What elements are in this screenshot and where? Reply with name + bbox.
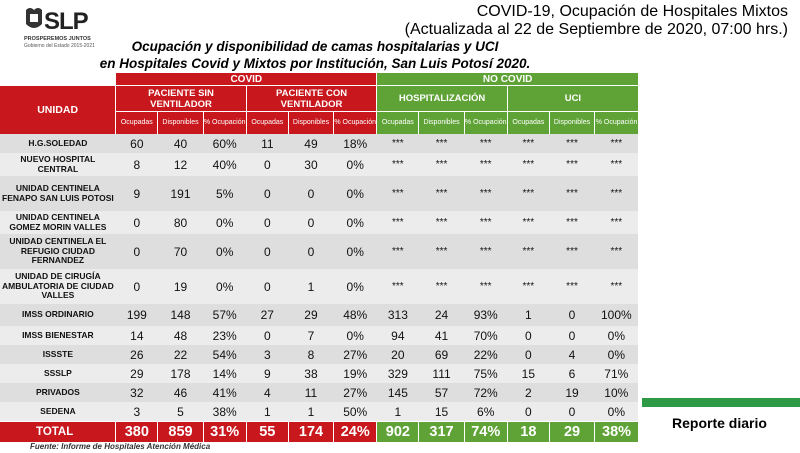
unidad-header: UNIDAD [0, 86, 116, 135]
row-value-cell: *** [419, 176, 464, 211]
logo-caption: Gobierno del Estado 2015-2021 [24, 43, 95, 49]
row-value-cell: 0 [288, 234, 333, 269]
row-value-cell: 148 [158, 304, 203, 326]
row-unit-name: SEDENA [0, 402, 116, 422]
nocovid-header: NO COVID [377, 73, 638, 86]
subheader-pct: % Ocupación [464, 112, 507, 135]
row-value-cell: 23% [203, 326, 246, 345]
row-value-cell: 11 [246, 134, 288, 153]
row-value-cell: 0% [334, 269, 377, 304]
row-value-cell: *** [507, 176, 549, 211]
row-value-cell: 94 [377, 326, 419, 345]
row-value-cell: 93% [464, 304, 507, 326]
row-value-cell: *** [464, 269, 507, 304]
row-value-cell: 0 [246, 211, 288, 234]
row-value-cell: 0 [246, 176, 288, 211]
row-value-cell: *** [549, 234, 594, 269]
row-value-cell: 27% [334, 345, 377, 364]
row-value-cell: 9 [246, 364, 288, 383]
row-value-cell: *** [377, 134, 419, 153]
row-value-cell: 46 [158, 383, 203, 402]
row-value-cell: 75% [464, 364, 507, 383]
row-value-cell: *** [507, 211, 549, 234]
row-value-cell: 49 [288, 134, 333, 153]
row-unit-name: UNIDAD CENTINELA FENAPO SAN LUIS POTOSI [0, 176, 116, 211]
table-row [0, 134, 638, 153]
subheader-ocupadas: Ocupadas [246, 112, 288, 135]
subheader-pct: % Ocupación [334, 112, 377, 135]
total-value-cell: 38% [595, 422, 638, 443]
row-value-cell: *** [507, 269, 549, 304]
row-value-cell: 19% [334, 364, 377, 383]
total-value-cell: 18 [507, 422, 549, 443]
row-value-cell: 0% [334, 326, 377, 345]
row-value-cell: 0% [595, 402, 638, 422]
row-value-cell: 60% [203, 134, 246, 153]
total-value-cell: 55 [246, 422, 288, 443]
row-value-cell: 111 [419, 364, 464, 383]
row-value-cell: *** [549, 153, 594, 176]
row-value-cell: 0% [203, 269, 246, 304]
row-value-cell: 27 [246, 304, 288, 326]
row-value-cell: 14 [116, 326, 158, 345]
row-value-cell: 0 [116, 211, 158, 234]
row-value-cell: 24 [419, 304, 464, 326]
subheader-disponibles: Disponibles [549, 112, 594, 135]
row-value-cell: 69 [419, 345, 464, 364]
row-value-cell: *** [464, 234, 507, 269]
row-value-cell: 15 [419, 402, 464, 422]
header-spacer [0, 73, 116, 86]
row-unit-name: UNIDAD CENTINELA EL REFUGIO CIUDAD FERNANDEZ [0, 234, 116, 269]
row-value-cell: 2 [507, 383, 549, 402]
hospitalizacion-header: HOSPITALIZACIÓN [377, 86, 507, 112]
row-value-cell: 0 [549, 402, 594, 422]
row-value-cell: *** [595, 234, 638, 269]
subheader-disponibles: Disponibles [288, 112, 333, 135]
row-value-cell: 38 [288, 364, 333, 383]
table-row [0, 304, 638, 326]
subtitle-line-1: Ocupación y disponibilidad de camas hospitalarias y UCI [131, 39, 499, 54]
row-value-cell: *** [549, 269, 594, 304]
row-value-cell: 12 [158, 153, 203, 176]
row-value-cell: 27% [334, 383, 377, 402]
row-value-cell: 0 [246, 269, 288, 304]
row-value-cell: *** [419, 269, 464, 304]
row-value-cell: 0 [246, 153, 288, 176]
total-value-cell: 380 [116, 422, 158, 443]
subheader-pct: % Ocupación [595, 112, 638, 135]
occupancy-table [0, 73, 638, 442]
total-value-cell: 174 [288, 422, 333, 443]
row-value-cell: 3 [116, 402, 158, 422]
total-row [0, 422, 638, 443]
row-value-cell: 1 [507, 304, 549, 326]
row-value-cell: 30 [288, 153, 333, 176]
total-value-cell: 74% [464, 422, 507, 443]
total-value-cell: 29 [549, 422, 594, 443]
row-value-cell: 40 [158, 134, 203, 153]
row-value-cell: 8 [288, 345, 333, 364]
subheader-disponibles: Disponibles [419, 112, 464, 135]
row-value-cell: 0 [549, 304, 594, 326]
subtitle-line-2: en Hospitales Covid y Mixtos por Institución, San Luis Potosí 2020. [99, 56, 531, 71]
row-value-cell: 50% [334, 402, 377, 422]
row-value-cell: 7 [288, 326, 333, 345]
row-value-cell: 313 [377, 304, 419, 326]
row-value-cell: *** [507, 134, 549, 153]
row-value-cell: 22% [464, 345, 507, 364]
source-note: Fuente: Informe de Hospitales Atención Médica [30, 442, 211, 451]
row-value-cell: *** [377, 153, 419, 176]
logo-text: SLP [44, 8, 88, 35]
row-value-cell: 48 [158, 326, 203, 345]
row-value-cell: 19 [158, 269, 203, 304]
row-value-cell: *** [464, 211, 507, 234]
total-label: TOTAL [0, 422, 116, 443]
row-value-cell: *** [507, 234, 549, 269]
row-value-cell: 199 [116, 304, 158, 326]
row-value-cell: 38% [203, 402, 246, 422]
row-value-cell: 29 [116, 364, 158, 383]
row-value-cell: *** [419, 153, 464, 176]
row-value-cell: 0% [595, 345, 638, 364]
row-value-cell: 41 [419, 326, 464, 345]
row-value-cell: 0 [507, 326, 549, 345]
row-value-cell: 0 [507, 345, 549, 364]
table-row [0, 153, 638, 176]
row-value-cell: 54% [203, 345, 246, 364]
total-value-cell: 31% [203, 422, 246, 443]
row-value-cell: 6% [464, 402, 507, 422]
table-row [0, 234, 638, 269]
row-value-cell: 0% [334, 211, 377, 234]
total-value-cell: 902 [377, 422, 419, 443]
row-value-cell: 41% [203, 383, 246, 402]
row-value-cell: 0% [203, 211, 246, 234]
subheader-pct: % Ocupación [203, 112, 246, 135]
total-value-cell: 24% [334, 422, 377, 443]
row-value-cell: 0 [549, 326, 594, 345]
row-value-cell: 22 [158, 345, 203, 364]
row-value-cell: 5% [203, 176, 246, 211]
row-value-cell: 20 [377, 345, 419, 364]
subheader-ocupadas: Ocupadas [507, 112, 549, 135]
table-row [0, 402, 638, 422]
row-value-cell: *** [595, 153, 638, 176]
row-value-cell: *** [377, 269, 419, 304]
row-unit-name: UNIDAD CENTINELA GOMEZ MORIN VALLES [0, 211, 116, 234]
row-value-cell: 3 [246, 345, 288, 364]
subheader-disponibles: Disponibles [158, 112, 203, 135]
row-value-cell: *** [595, 134, 638, 153]
row-value-cell: *** [507, 153, 549, 176]
row-value-cell: *** [419, 134, 464, 153]
row-value-cell: 0 [116, 269, 158, 304]
uci-header: UCI [507, 86, 638, 112]
row-value-cell: 71% [595, 364, 638, 383]
row-value-cell: *** [419, 234, 464, 269]
row-value-cell: *** [464, 176, 507, 211]
green-accent-bar [642, 398, 800, 407]
row-unit-name: IMSS BIENESTAR [0, 326, 116, 345]
row-unit-name: H.G.SOLEDAD [0, 134, 116, 153]
row-value-cell: *** [377, 234, 419, 269]
page-title [405, 3, 788, 39]
row-value-cell: 191 [158, 176, 203, 211]
row-unit-name: UNIDAD DE CIRUGÍA AMBULATORIA DE CIUDAD VALLES [0, 269, 116, 304]
row-value-cell: 4 [549, 345, 594, 364]
row-value-cell: 100% [595, 304, 638, 326]
row-value-cell: *** [549, 134, 594, 153]
row-value-cell: *** [549, 211, 594, 234]
logo-slogan: PROSPEREMOS JUNTOS [24, 36, 91, 42]
row-unit-name: ISSSTE [0, 345, 116, 364]
row-value-cell: 57% [203, 304, 246, 326]
row-unit-name: SSSLP [0, 364, 116, 383]
title-line-2: (Actualizada al 22 de Septiembre de 2020, 07:00 hrs.) [404, 21, 788, 38]
table-row [0, 364, 638, 383]
row-value-cell: 0 [288, 176, 333, 211]
row-value-cell: 70% [464, 326, 507, 345]
row-value-cell: *** [595, 211, 638, 234]
row-value-cell: *** [464, 134, 507, 153]
row-value-cell: 5 [158, 402, 203, 422]
row-value-cell: 4 [246, 383, 288, 402]
row-value-cell: 329 [377, 364, 419, 383]
row-value-cell: 32 [116, 383, 158, 402]
row-value-cell: 26 [116, 345, 158, 364]
row-value-cell: *** [595, 176, 638, 211]
row-value-cell: *** [419, 211, 464, 234]
row-value-cell: 0 [246, 234, 288, 269]
row-value-cell: *** [377, 211, 419, 234]
row-value-cell: 0% [203, 234, 246, 269]
row-value-cell: 1 [288, 402, 333, 422]
subheader-ocupadas: Ocupadas [116, 112, 158, 135]
row-value-cell: 145 [377, 383, 419, 402]
row-unit-name: PRIVADOS [0, 383, 116, 402]
row-value-cell: 19 [549, 383, 594, 402]
row-value-cell: 0 [246, 326, 288, 345]
row-value-cell: 11 [288, 383, 333, 402]
row-value-cell: 0 [507, 402, 549, 422]
sin-ventilador-header: PACIENTE SIN VENTILADOR [116, 86, 246, 112]
row-value-cell: 10% [595, 383, 638, 402]
row-value-cell: 6 [549, 364, 594, 383]
table-row [0, 211, 638, 234]
row-value-cell: 14% [203, 364, 246, 383]
row-value-cell: 1 [246, 402, 288, 422]
row-value-cell: 0% [595, 326, 638, 345]
covid-header: COVID [116, 73, 377, 86]
row-value-cell: 0 [288, 211, 333, 234]
row-value-cell: 9 [116, 176, 158, 211]
row-value-cell: 57 [419, 383, 464, 402]
table-subtitle [0, 38, 630, 72]
row-value-cell: 0 [116, 234, 158, 269]
row-value-cell: 0% [334, 176, 377, 211]
table-row [0, 176, 638, 211]
table-row [0, 383, 638, 402]
row-value-cell: *** [377, 176, 419, 211]
row-value-cell: 1 [288, 269, 333, 304]
row-value-cell: 40% [203, 153, 246, 176]
row-value-cell: 48% [334, 304, 377, 326]
row-value-cell: 70 [158, 234, 203, 269]
row-value-cell: 29 [288, 304, 333, 326]
row-value-cell: 178 [158, 364, 203, 383]
table-row [0, 269, 638, 304]
row-value-cell: *** [549, 176, 594, 211]
reporte-diario-label: Reporte diario [672, 415, 767, 431]
row-value-cell: 0% [334, 234, 377, 269]
row-value-cell: 80 [158, 211, 203, 234]
logo-emblem-icon [22, 6, 46, 34]
row-unit-name: IMSS ORDINARIO [0, 304, 116, 326]
table-row [0, 345, 638, 364]
total-value-cell: 317 [419, 422, 464, 443]
row-value-cell: 18% [334, 134, 377, 153]
total-value-cell: 859 [158, 422, 203, 443]
con-ventilador-header: PACIENTE CON VENTILADOR [246, 86, 377, 112]
row-unit-name: NUEVO HOSPITAL CENTRAL [0, 153, 116, 176]
row-value-cell: 0% [334, 153, 377, 176]
table-body [0, 134, 638, 422]
row-value-cell: *** [595, 269, 638, 304]
table-row [0, 326, 638, 345]
row-value-cell: 72% [464, 383, 507, 402]
subheader-ocupadas: Ocupadas [377, 112, 419, 135]
title-line-1: COVID-19, Ocupación de Hospitales Mixtos [476, 3, 788, 20]
row-value-cell: 15 [507, 364, 549, 383]
row-value-cell: 8 [116, 153, 158, 176]
row-value-cell: *** [464, 153, 507, 176]
row-value-cell: 60 [116, 134, 158, 153]
row-value-cell: 1 [377, 402, 419, 422]
